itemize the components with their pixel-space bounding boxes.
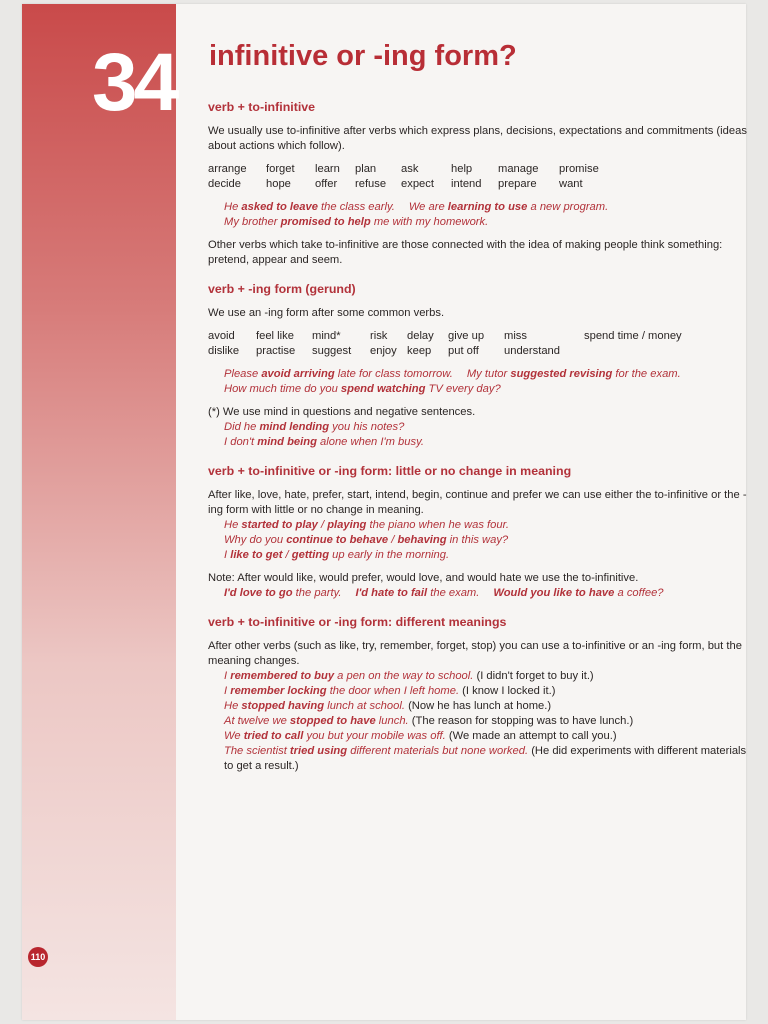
- verb-item: refuse: [355, 178, 387, 190]
- section-note: Note: After would like, would prefer, would love, and would hate we use the to-infinitive.: [208, 572, 639, 584]
- verb-item: practise: [256, 345, 296, 357]
- main-content: [208, 100, 756, 782]
- verb-item: delay: [407, 330, 434, 342]
- verb-item: want: [559, 178, 583, 190]
- verb-item: forget: [266, 163, 295, 175]
- verb-list: [208, 162, 756, 192]
- verb-item: help: [451, 163, 473, 175]
- example-sentence: We tried to call you but your mobile was off. (We made an attempt to call you.): [224, 730, 617, 742]
- example-sentence: I'd love to go the party. I'd hate to fail the exam. Would you like to have a coffee?: [224, 587, 664, 599]
- verb-list: [208, 329, 756, 359]
- example-sentence: He stopped having lunch at school. (Now he has lunch at home.): [224, 700, 552, 712]
- verb-item: miss: [504, 330, 527, 342]
- verb-item: plan: [355, 163, 377, 175]
- verb-item: suggest: [312, 345, 352, 357]
- example-sentence: Why do you continue to behave / behaving in this way?: [224, 534, 509, 546]
- page-title: infinitive or -ing form?: [209, 40, 517, 72]
- textbook-page: [22, 4, 746, 1020]
- example-sentence: I like to get / getting up early in the morning.: [224, 549, 450, 561]
- example-sentence: My brother promised to help me with my homework.: [224, 216, 489, 228]
- verb-item: mind*: [312, 330, 341, 342]
- example-block: [224, 518, 756, 563]
- example-sentence: He asked to leave the class early. We are learning to use a new program.: [224, 201, 609, 213]
- section-heading: verb + to-infinitive or -ing form: little or no change in meaning: [208, 464, 572, 478]
- section-note: Other verbs which take to-infinitive are those connected with the idea of making people think something: pretend, appear and seem.: [208, 239, 723, 266]
- section-heading: verb + to-infinitive or -ing form: different meanings: [208, 615, 507, 629]
- section-intro: After like, love, hate, prefer, start, intend, begin, continue and prefer we can use either the to-infinitive or the -ing form with little or no change in meaning.: [208, 489, 747, 516]
- example-block: [224, 420, 756, 450]
- side-color-band: [22, 4, 176, 1020]
- verb-item: dislike: [208, 345, 240, 357]
- verb-item: put off: [448, 345, 479, 357]
- verb-item: manage: [498, 163, 539, 175]
- example-sentence: I don't mind being alone when I'm busy.: [224, 436, 424, 448]
- example-block: [224, 200, 756, 230]
- verb-item: promise: [559, 163, 599, 175]
- example-sentence: The scientist tried using different materials but none worked. (He did experiments with different materials to get a result.): [224, 745, 747, 772]
- verb-item: arrange: [208, 163, 247, 175]
- verb-item: prepare: [498, 178, 537, 190]
- example-block: [224, 586, 756, 601]
- example-block: [224, 669, 756, 774]
- verb-item: decide: [208, 178, 241, 190]
- verb-item: offer: [315, 178, 338, 190]
- verb-item: expect: [401, 178, 434, 190]
- example-sentence: At twelve we stopped to have lunch. (The reason for stopping was to have lunch.): [224, 715, 634, 727]
- section-heading: verb + to-infinitive: [208, 100, 316, 114]
- example-sentence: I remembered to buy a pen on the way to school. (I didn't forget to buy it.): [224, 670, 594, 682]
- section-heading: verb + -ing form (gerund): [208, 282, 356, 296]
- section-intro: After other verbs (such as like, try, remember, forget, stop) you can use a to-infinitive or an -ing form, but the meaning changes.: [208, 640, 742, 667]
- page-number-badge: 110: [28, 947, 48, 967]
- verb-item: learn: [315, 163, 340, 175]
- verb-item: understand: [504, 345, 560, 357]
- section-intro: We usually use to-infinitive after verbs which express plans, decisions, expectations and commitments (ideas about actions which follow).: [208, 125, 747, 152]
- section-no-change-meaning: [208, 464, 756, 601]
- example-sentence: I remember locking the door when I left home. (I know I locked it.): [224, 685, 556, 697]
- section-different-meanings: [208, 615, 756, 774]
- verb-item: ask: [401, 163, 419, 175]
- section-intro: We use an -ing form after some common verbs.: [208, 307, 445, 319]
- verb-item: keep: [407, 345, 432, 357]
- verb-item: give up: [448, 330, 485, 342]
- verb-item: hope: [266, 178, 291, 190]
- example-sentence: He started to play / playing the piano when he was four.: [224, 519, 510, 531]
- example-sentence: How much time do you spend watching TV every day?: [224, 383, 501, 395]
- example-block: [224, 367, 756, 397]
- section-to-infinitive: [208, 100, 756, 268]
- verb-item: spend time / money: [584, 330, 682, 342]
- verb-item: enjoy: [370, 345, 397, 357]
- section-note: (*) We use mind in questions and negative sentences.: [208, 406, 476, 418]
- example-sentence: Did he mind lending you his notes?: [224, 421, 405, 433]
- verb-item: avoid: [208, 330, 235, 342]
- verb-item: intend: [451, 178, 482, 190]
- verb-item: feel like: [256, 330, 294, 342]
- section-ing-form: [208, 282, 756, 450]
- example-sentence: Please avoid arriving late for class tomorrow. My tutor suggested revising for the exam.: [224, 368, 681, 380]
- verb-item: [584, 344, 684, 359]
- unit-number: 34: [92, 37, 176, 128]
- verb-item: risk: [370, 330, 388, 342]
